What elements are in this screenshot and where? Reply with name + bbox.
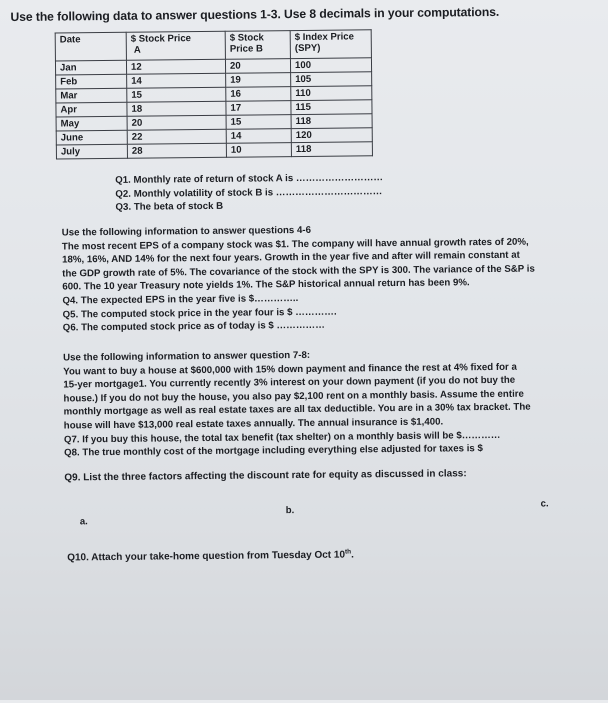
cell-stock-b: 14 xyxy=(226,129,291,144)
cell-index: 110 xyxy=(291,86,372,101)
cell-stock-a: 22 xyxy=(127,129,226,144)
section-intro: Use the following information to answer question 7-8: xyxy=(63,349,311,364)
cell-index: 100 xyxy=(290,58,371,73)
question-7: Q7. If you buy this house, the total tax benefit (tax shelter) on a monthly basis will be $………… xyxy=(63,429,501,446)
section-intro: Use the following information to answer questions 4-6 xyxy=(61,224,312,239)
table-header-row xyxy=(55,30,371,61)
header-date: Date xyxy=(55,32,126,61)
cell-stock-a: 12 xyxy=(126,59,225,74)
cell-stock-b: 17 xyxy=(226,101,291,116)
answer-option-c: c. xyxy=(540,498,549,510)
cell-stock-b: 16 xyxy=(226,87,291,102)
question-5: Q5. The computed stock price in the year four is $ …………. xyxy=(62,306,337,321)
cell-date: Feb xyxy=(56,74,127,89)
cell-index: 118 xyxy=(291,142,372,157)
questions-1-3 xyxy=(115,171,383,215)
cell-stock-b: 19 xyxy=(226,73,291,88)
cell-date: May xyxy=(56,116,127,131)
paragraph-line: 15-yer mortgage1. You currently recently 3% interest on your down payment (if you do not buy the xyxy=(63,374,516,391)
question-9: Q9. List the three factors affecting the discount rate for equity as discussed in class: xyxy=(64,468,467,484)
header-index-spy: $ Index Price (SPY) xyxy=(290,30,371,59)
cell-stock-a: 28 xyxy=(127,143,226,158)
cell-date: Mar xyxy=(56,88,127,103)
cell-index: 118 xyxy=(291,114,372,129)
cell-stock-a: 14 xyxy=(127,73,226,88)
question-6: Q6. The computed stock price as of today is $ …………… xyxy=(62,319,325,334)
cell-stock-a: 18 xyxy=(127,101,226,116)
cell-index: 115 xyxy=(291,100,372,115)
header-stock-a: $ Stock Price A xyxy=(126,31,225,60)
cell-date: June xyxy=(56,130,127,145)
question-4: Q4. The expected EPS in the year five is $………….. xyxy=(62,292,299,307)
paragraph-line: The most recent EPS of a company stock was $1. The company will have annual growth rates of 20%, xyxy=(61,236,529,253)
cell-stock-b: 15 xyxy=(226,115,291,130)
paragraph-line: You want to buy a house at $600,000 with 15% down payment and finance the rest at 4% fixed for a xyxy=(63,361,517,378)
paragraph-line: 600. The 10 year Treasury note yields 1%. The S&P historical annual return has been 9%. xyxy=(62,277,470,293)
cell-date: July xyxy=(56,144,127,159)
price-data-table xyxy=(55,29,373,159)
instructions-heading: Use the following data to answer questions 1-3. Use 8 decimals in your computations. xyxy=(10,4,500,25)
answer-option-a: a. xyxy=(79,516,88,528)
question-1: Q1. Monthly rate of return of stock A is ……………………… xyxy=(115,172,384,186)
cell-stock-b: 20 xyxy=(225,59,290,74)
question-10: Q10. Attach your take-home question from Tuesday Oct 10th. xyxy=(67,548,354,564)
cell-date: Jan xyxy=(55,60,126,75)
cell-stock-a: 15 xyxy=(127,87,226,102)
table-row xyxy=(56,142,372,159)
header-stock-b: $ Stock Price B xyxy=(225,31,290,60)
paragraph-line: the GDP growth rate of 5%. The covariance of the stock with the SPY is 300. The variance of the S&P is xyxy=(62,263,535,280)
paragraph-line: 18%, 16%, AND 14% for the next four years. Growth in the year five and after will remain constant at xyxy=(61,249,520,266)
cell-stock-b: 10 xyxy=(226,143,291,158)
cell-date: Apr xyxy=(56,102,127,117)
paragraph-line: monthly mortgage as well as real estate taxes are all tax deductible. You are in a 30% tax bracket. The xyxy=(63,401,531,418)
section-questions-4-6 xyxy=(62,222,536,336)
question-2: Q2. Monthly volatility of stock B is …………………………… xyxy=(115,185,383,200)
paragraph-line: house will have $13,000 real estate taxes annually. The annual insurance is $1,400. xyxy=(63,416,444,432)
paragraph-line: house.) If you do not buy the house, you also pay $2,100 rent on a monthly basis. Assume the entire xyxy=(63,388,524,405)
question-8: Q8. The true monthly cost of the mortgage including everything else adjusted for taxes is $ xyxy=(64,443,483,459)
question-3: Q3. The beta of stock B xyxy=(115,200,224,214)
cell-index: 120 xyxy=(291,128,372,143)
answer-option-b: b. xyxy=(285,505,295,517)
cell-stock-a: 20 xyxy=(127,115,226,130)
section-questions-7-8 xyxy=(63,347,531,461)
cell-index: 105 xyxy=(291,72,372,87)
